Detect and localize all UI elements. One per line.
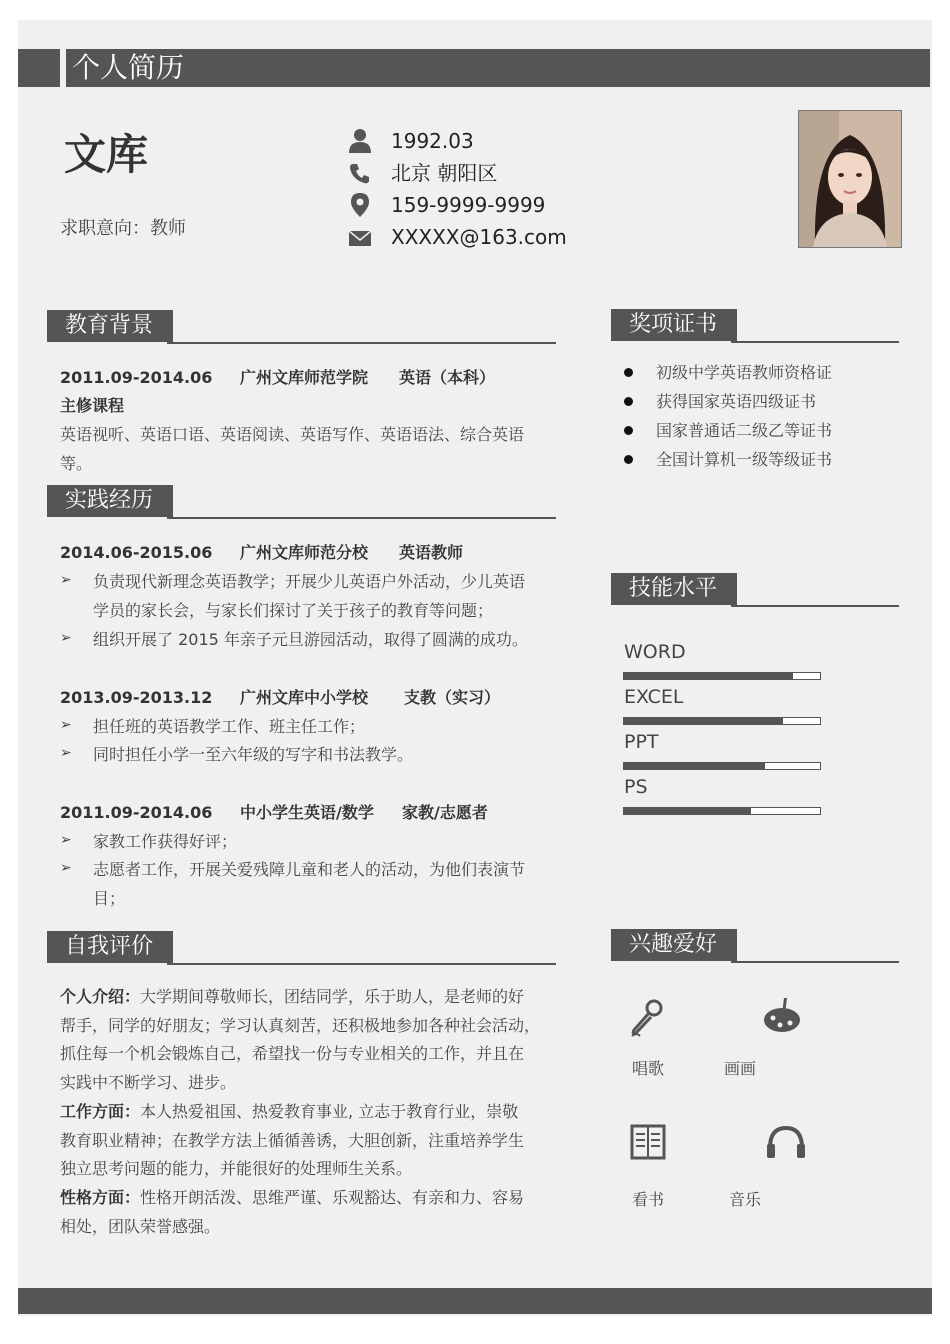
courses-label: 主修课程 [60, 396, 125, 415]
job-org: 广州文库师范分校 [240, 543, 369, 562]
skill-bar [623, 807, 821, 815]
skill-bar-fill [624, 808, 751, 814]
self-eval-line [60, 1039, 524, 1068]
contact-phone: 159-9999-9999 [346, 191, 646, 219]
section-title: 实践经历 [47, 485, 173, 517]
envelope-icon [346, 223, 374, 251]
education-major: 英语（本科） [399, 368, 496, 387]
microphone-icon [626, 996, 670, 1040]
location-pin-icon [346, 191, 374, 219]
person-icon [346, 127, 374, 155]
self-eval-line [60, 1183, 524, 1212]
section-title: 兴趣爱好 [611, 929, 737, 961]
self-eval-line [60, 1212, 220, 1241]
footer-bar [18, 1288, 932, 1314]
skill-bar [623, 762, 821, 770]
job-role: 家教/志愿者 [402, 803, 488, 822]
self-eval-line [60, 982, 524, 1011]
job-objective: 求职意向：教师 [60, 218, 186, 239]
section-skills [611, 573, 899, 605]
self-eval-text: 大学期间尊敬师长，团结同学，乐于助人，是老师的好 [140, 987, 525, 1006]
bullet-dot-icon [624, 455, 633, 464]
self-eval-line [60, 1068, 236, 1097]
job-date: 2011.09-2014.06 [60, 803, 213, 822]
palette-icon [760, 994, 804, 1038]
skill-name: WORD [624, 641, 686, 663]
section-self-eval [47, 931, 556, 963]
courses-text: 英语视听、英语口语、英语阅读、英语写作、英语语法、综合英语 [60, 425, 525, 444]
skill-bar [623, 672, 821, 680]
self-eval-heading: 工作方面： [60, 1101, 141, 1121]
job-item-cont: 学员的家长会，与家长们探讨了关于孩子的教育等问题； [93, 601, 494, 620]
section-title: 教育背景 [47, 310, 173, 342]
arrow-bullet-icon: ➢ [60, 630, 72, 646]
self-eval-line [60, 1126, 524, 1155]
hobby-label: 画画 [724, 1059, 757, 1078]
phone-icon [346, 159, 374, 187]
title-bar [18, 49, 930, 87]
job-item: 同时担任小学一至六年级的写字和书法教学。 [93, 745, 414, 764]
arrow-bullet-icon: ➢ [60, 832, 72, 848]
job-date: 2014.06-2015.06 [60, 543, 213, 562]
job-item: 负责现代新理念英语教学；开展少儿英语户外活动，少儿英语 [93, 572, 526, 591]
bullet-dot-icon [624, 397, 633, 406]
self-eval-heading: 性格方面： [60, 1187, 141, 1207]
skill-bar-fill [624, 763, 765, 769]
person-name: 文库 [64, 130, 149, 179]
education-date: 2011.09-2014.06 [60, 368, 213, 387]
education-school: 广州文库师范学院 [240, 368, 369, 387]
arrow-bullet-icon: ➢ [60, 572, 72, 588]
self-eval-line [60, 1154, 412, 1183]
job-role: 英语教师 [399, 543, 464, 562]
contact-location: 北京 朝阳区 [346, 159, 646, 187]
skill-bar-fill [624, 673, 793, 679]
self-eval-text: 性格开朗活泼、思维严谨、乐观豁达、有亲和力、容易 [140, 1187, 525, 1207]
self-eval-text: 相处，团队荣誉感强。 [60, 1216, 221, 1236]
job-role: 支教（实习） [404, 688, 501, 707]
section-title: 奖项证书 [611, 309, 737, 341]
award-item: 全国计算机一级等级证书 [656, 450, 833, 469]
arrow-bullet-icon: ➢ [60, 860, 72, 876]
skill-bar-fill [624, 718, 783, 724]
award-item: 初级中学英语教师资格证 [656, 363, 833, 382]
skill-bar [623, 717, 821, 725]
profile-photo [798, 110, 902, 248]
contact-email: XXXXX@163.com [346, 223, 646, 251]
book-icon [626, 1120, 670, 1164]
self-eval-text: 抓住每一个机会锻炼自己，希望找一份与专业相关的工作，并且在 [60, 1044, 525, 1064]
self-eval-line [60, 1097, 518, 1126]
self-eval-heading: 个人介绍： [60, 987, 141, 1006]
job-item-cont: 目； [93, 889, 126, 908]
section-title: 技能水平 [611, 573, 737, 605]
section-awards [611, 309, 899, 341]
contact-birth: 1992.03 [346, 127, 646, 155]
job-org: 中小学生英语/数学 [240, 803, 374, 822]
skill-name: PS [624, 776, 648, 798]
job-item: 担任班的英语教学工作、班主任工作； [93, 717, 366, 736]
job-item: 组织开展了 2015 年亲子元旦游园活动，取得了圆满的成功。 [93, 630, 528, 649]
section-title: 自我评价 [47, 931, 173, 963]
bullet-dot-icon [624, 426, 633, 435]
job-item: 家教工作获得好评； [93, 832, 238, 851]
award-item: 国家普通话二级乙等证书 [656, 421, 833, 440]
headphones-icon [764, 1120, 808, 1164]
job-date: 2013.09-2013.12 [60, 688, 213, 707]
hobby-label: 音乐 [729, 1190, 762, 1209]
title-bar-block [18, 49, 60, 87]
courses-text-cont: 等。 [60, 454, 93, 473]
self-eval-text: 实践中不断学习、进步。 [60, 1073, 237, 1093]
job-org: 广州文库中小学校 [240, 688, 369, 707]
bullet-dot-icon [624, 368, 633, 377]
arrow-bullet-icon: ➢ [60, 717, 72, 733]
skill-name: EXCEL [624, 686, 684, 708]
hobby-label: 看书 [632, 1190, 665, 1209]
self-eval-text: 独立思考问题的能力，并能很好的处理师生关系。 [60, 1159, 413, 1179]
self-eval-text: 教育职业精神；在教学方法上循循善诱，大胆创新，注重培养学生 [60, 1130, 525, 1150]
arrow-bullet-icon: ➢ [60, 745, 72, 761]
section-hobbies [611, 929, 899, 961]
job-item: 志愿者工作，开展关爱残障儿童和老人的活动，为他们表演节 [93, 860, 526, 879]
self-eval-text: 帮手，同学的好朋友；学习认真刻苦，还积极地参加各种社会活动， [60, 1015, 541, 1035]
section-education [47, 310, 556, 342]
section-practice [47, 485, 556, 517]
award-item: 获得国家英语四级证书 [656, 392, 817, 411]
hobby-label: 唱歌 [632, 1059, 665, 1078]
page-title: 个人简历 [72, 51, 185, 84]
self-eval-text: 本人热爱祖国、热爱教育事业, 立志于教育行业，崇敬 [140, 1101, 519, 1121]
self-eval-line [60, 1011, 540, 1040]
skill-name: PPT [624, 731, 659, 753]
portrait-image [799, 111, 901, 247]
